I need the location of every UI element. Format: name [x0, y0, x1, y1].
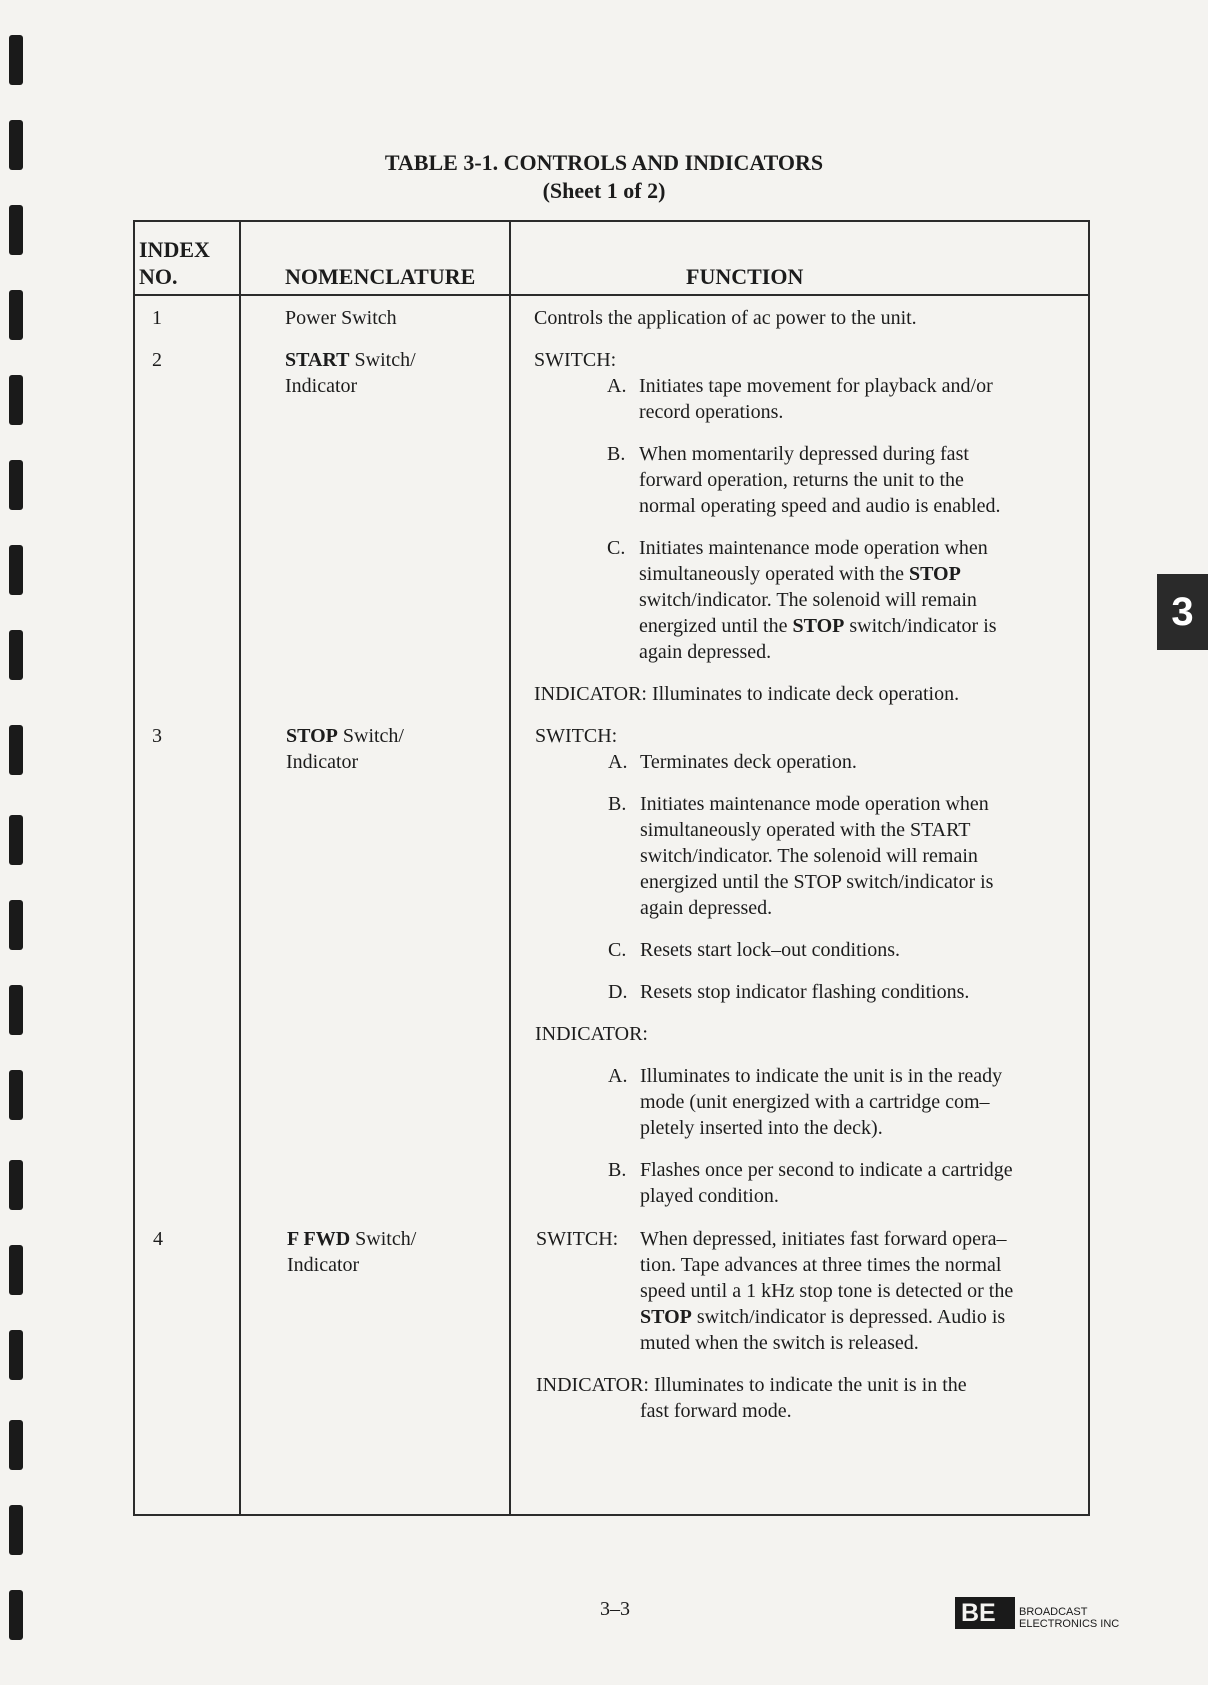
row4-switch-line: tion. Tape advances at three times the normal	[640, 1254, 1002, 1276]
row3-indicator-a-letter: A.	[608, 1065, 628, 1087]
row3-indicator-b-letter: B.	[608, 1159, 627, 1181]
row2-indicator: INDICATOR: Illuminates to indicate deck operation.	[534, 683, 960, 705]
row2-index: 2	[152, 349, 162, 371]
row2-item-a-letter: A.	[607, 375, 627, 397]
row3-item-a-letter: A.	[608, 751, 628, 773]
row2-item-c-line: again depressed.	[639, 641, 772, 663]
row4-switch-label: SWITCH:	[536, 1228, 619, 1250]
row3-indicator-a-line: mode (unit energized with a cartridge com–	[640, 1091, 990, 1113]
row3-item-c-text: Resets start lock–out conditions.	[640, 939, 900, 961]
row4-switch-line: speed until a 1 kHz stop tone is detected or the	[640, 1280, 1014, 1302]
row2-nomenclature-line2: Indicator	[285, 375, 358, 397]
section-tab: 3	[1157, 574, 1208, 650]
row3-item-d-text: Resets stop indicator flashing conditions.	[640, 981, 970, 1003]
header-nomenclature: NOMENCLATURE	[285, 264, 476, 289]
row4-indicator-line: INDICATOR: Illuminates to indicate the unit is in the	[536, 1374, 967, 1396]
row2-item-c-line: simultaneously operated with the STOP	[639, 563, 961, 585]
row3-item-b-line: again depressed.	[640, 897, 773, 919]
header-function: FUNCTION	[686, 264, 804, 289]
row2-item-a-line: Initiates tape movement for playback and/or	[639, 375, 993, 397]
row4-switch-line: muted when the switch is released.	[640, 1332, 919, 1354]
row1-nomenclature: Power Switch	[285, 307, 397, 329]
row3-item-b-line: energized until the STOP switch/indicator is	[640, 871, 994, 893]
table-title: TABLE 3-1. CONTROLS AND INDICATORS	[384, 150, 824, 175]
row2-item-b-line: forward operation, returns the unit to the	[639, 469, 964, 491]
header-index-line2: NO.	[139, 264, 178, 289]
row4-nomenclature-line2: Indicator	[287, 1254, 360, 1276]
row4-index: 4	[153, 1228, 163, 1250]
row2-item-c-line: energized until the STOP switch/indicator is	[639, 615, 997, 637]
row2-item-b-letter: B.	[607, 443, 626, 465]
column-divider	[239, 220, 241, 1516]
row3-item-b-line: switch/indicator. The solenoid will remain	[640, 845, 978, 867]
row2-item-a-line: record operations.	[639, 401, 784, 423]
row2-item-c-letter: C.	[607, 537, 626, 559]
header-divider	[133, 294, 1090, 296]
row3-indicator-label: INDICATOR:	[535, 1023, 648, 1045]
row2-nomenclature: START Switch/	[285, 349, 416, 371]
broadcast-electronics-logo	[955, 1597, 1015, 1629]
row3-item-d-letter: D.	[608, 981, 628, 1003]
header-index-line1: INDEX	[139, 237, 210, 262]
logo-mark: BE	[961, 1599, 996, 1627]
row3-item-c-letter: C.	[608, 939, 627, 961]
row4-nomenclature: F FWD Switch/	[287, 1228, 417, 1250]
row3-item-b-line: Initiates maintenance mode operation when	[640, 793, 989, 815]
logo-text: BROADCAST ELECTRONICS INC	[1019, 1606, 1120, 1630]
row2-item-c-line: switch/indicator. The solenoid will remain	[639, 589, 977, 611]
row3-index: 3	[152, 725, 162, 747]
row3-item-a-text: Terminates deck operation.	[640, 751, 857, 773]
row2-item-c-line: Initiates maintenance mode operation when	[639, 537, 988, 559]
row1-index: 1	[152, 307, 162, 329]
row2-item-b-line: When momentarily depressed during fast	[639, 443, 969, 465]
row4-indicator-line: fast forward mode.	[640, 1400, 792, 1422]
column-divider	[509, 220, 511, 1516]
row3-item-b-letter: B.	[608, 793, 627, 815]
page-number: 3–3	[600, 1598, 630, 1620]
row2-item-b-line: normal operating speed and audio is enabled.	[639, 495, 1001, 517]
row1-function: Controls the application of ac power to the unit.	[534, 307, 917, 329]
row3-indicator-a-line: Illuminates to indicate the unit is in the ready	[640, 1065, 1003, 1087]
row3-indicator-b-line: Flashes once per second to indicate a cartridge	[640, 1159, 1013, 1181]
row3-item-b-line: simultaneously operated with the START	[640, 819, 971, 841]
row3-indicator-a-line: pletely inserted into the deck).	[640, 1117, 883, 1139]
row4-switch-line: When depressed, initiates fast forward opera–	[640, 1228, 1007, 1250]
row3-switch-label: SWITCH:	[535, 725, 618, 747]
sheet-label: (Sheet 1 of 2)	[542, 178, 666, 203]
row3-nomenclature: STOP Switch/	[286, 725, 404, 747]
row2-switch-label: SWITCH:	[534, 349, 617, 371]
row3-nomenclature-line2: Indicator	[286, 751, 359, 773]
row4-switch-line: STOP switch/indicator is depressed. Audio is	[640, 1306, 1006, 1328]
row3-indicator-b-line: played condition.	[640, 1185, 779, 1207]
